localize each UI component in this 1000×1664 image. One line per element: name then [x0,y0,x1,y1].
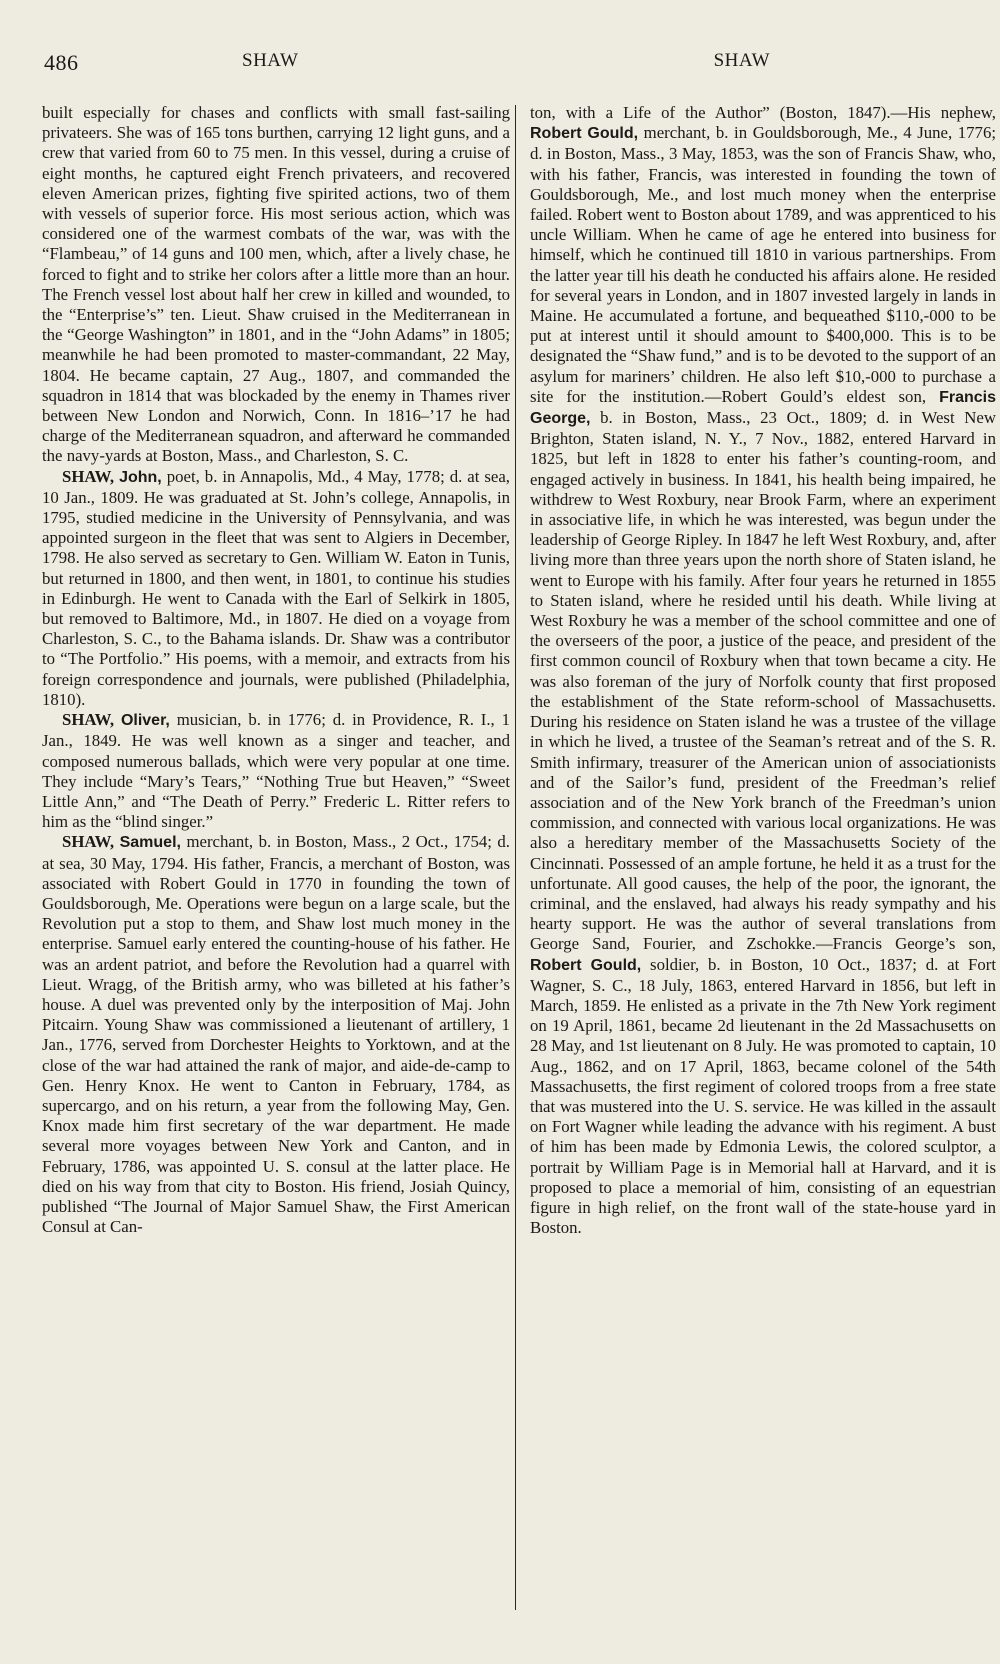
running-head-left: SHAW [242,50,299,71]
page-header [42,50,958,80]
subentry-name-robert-gould: Robert Gould, [530,125,639,143]
entry-text: merchant, b. in Gouldsborough, Me., 4 June, 1776; d. in Boston, Mass., 3 May, 1853, was the son of Francis Shaw, who, with his father, Francis, was interested in founding the town of Gouldsborough, Me., and lost much money when the enterprise failed. Robert went to Boston about 1789, and was apprenticed to his uncle William. When he came of age he entered into business for himself, which he continued till 1810 in various partnerships. From the latter year till his death he conducted his affairs alone. He resided for several years in London, and in 1807 invested largely in lands in Maine. He accumulated a fortune, and bequeathed $110,-000 to be put at interest until it should amount to $400,000. This is to be designated the “Shaw fund,” and is to be devoted to the support of an asylum for mariners’ children. He also left $10,-000 to purchase a site for the institution.—Robert Gould’s eldest son, [530,123,997,406]
column-divider [515,105,516,1610]
left-column [42,103,510,1237]
entry-samuel-shaw [42,832,510,1237]
running-head-right: SHAW [713,50,770,71]
entry-text: soldier, b. in Boston, 10 Oct., 1837; d. at Fort Wagner, S. C., 18 July, 1863, entered Harvard in 1856, but left in March, 1859. He enlisted as a private in the 7th New York regiment on 19 April, 1861, became 2d lieutenant in the 2d Massachusetts on 28 May, and 1st lieutenant on 8 July. He was promoted to captain, 10 Aug., 1862, and on 17 April, 1863, became colonel of the 54th Massachusetts, the first regiment of colored troops from a free state that was mustered into the U. S. service. He was killed in the assault on Fort Wagner while leading the advance with his regiment. A bust of him has been made by Edmonia Lewis, the colored sculptor, a portrait by William Page is in Memorial hall at Harvard, and it is proposed to place a memorial of him, consisting of an equestrian figure in high relief, on the front wall of the state-house yard in Boston. [530,954,996,1238]
entry-john-shaw [42,467,510,710]
entry-text: ton, with a Life of the Author” (Boston, 1847).—His nephew, [530,103,996,122]
entry-text: poet, b. in Annapolis, Md., 4 May, 1778; d. at sea, 10 Jan., 1809. He was graduated at St. John’s college, Annapolis, in 1795, studied medicine in the University of Pennsylvania, and was appointed surgeon in the fleet that was sent to Algiers in December, 1798. He also served as secretary to Gen. William W. Eaton in Tunis, but returned in 1800, and then went, in 1801, to continue his studies in Edinburgh. He went to Canada with the Earl of Selkirk in 1805, but removed to Baltimore, Md., in 1807. He died on a voyage from Charleston, S. C., to the Bahama islands. Dr. Shaw was a contributor to “The Portfolio.” His poems, with a memoir, and extracts from his foreign correspondence and journals, were published (Philadelphia, 1810). [42,466,510,709]
entry-text: merchant, b. in Boston, Mass., 2 Oct., 1754; d. at sea, 30 May, 1794. His father, Francis, a merchant of Boston, was associated with Robert Gould in 1770 in founding the town of Gouldsborough, Me. Operations were begun on a large scale, but the Revolution put a stop to them, and Shaw lost much money in the enterprise. Samuel early entered the counting-house of his father. He was an ardent patriot, and before the Revolution had a quarrel with Lieut. Wragg, of the British army, who was billeted at his father’s house. A duel was prevented only by the interposition of Maj. John Pitcairn. Young Shaw was commissioned a lieutenant of artillery, 1 Jan., 1776, served from Dorchester Heights to Yorktown, and at the close of the war had attained the rank of major, and aide-de-camp to Gen. Henry Knox. He went to Canton in February, 1784, as supercargo, and on his return, a year from the following May, Gen. Knox made him first secretary of the war department. He made several more voyages between New York and Canton, and in February, 1786, was appointed U. S. consul at the latter place. He died on his way from that city to Boston. His friend, Josiah Quincy, published “The Journal of Major Samuel Shaw, the First American Consul at Can- [42,832,511,1237]
entry-surname: SHAW, [62,832,115,852]
entry-text: b. in Boston, Mass., 23 Oct., 1809; d. in West New Brighton, Staten island, N. Y., 7 Nov., 1882, entered Harvard in 1825, but left in 1828 to enter his father’s counting-room, and engaged actively in business. In 1841, his health being impaired, he withdrew to West Roxbury, near Brook Farm, where an experiment in associative life, in which he was interested, was begun under the leadership of George Ripley. In 1847 he left West Roxbury, and, after living more than three years upon the north shore of Staten island, he went to Europe with his family. After four years he returned in 1855 to Staten island, where he resided until his death. While living at West Roxbury he was a member of the school committee and one of the overseers of the poor, a justice of the peace, and president of the first common council of Roxbury when that town became a city. He was also foreman of the jury of Norfolk county that first proposed the establishment of the State reform-school of Massachusetts. During his residence on Staten island he was a trustee of the village in which he lived, a trustee of the Seaman’s retreat and of the S. R. Smith infirmary, treasurer of the American union of associationists and of the Sailor’s fund, president of the Freedman’s relief association and of the New York branch of the Freedman’s union commission, and connected with various local organizations. He was also a hereditary member of the Massachusetts Society of the Cincinnati. Possessed of an ample fortune, he held it as a trust for the unfortunate. All good causes, the help of the poor, the ignorant, the criminal, and the enslaved, had always his ready sympathy and his hearty support. He was the author of several translations from George Sand, Fourier, and Zschokke.—Francis George’s son, [530,408,996,954]
entry-text: musician, b. in 1776; d. in Providence, R. I., 1 Jan., 1849. He was well known as a singer and teacher, and composed numerous ballads, which were very popular at one time. They include “Mary’s Tears,” “Nothing True but Heaven,” “Sweet Little Ann,” and “The Death of Perry.” Frederic L. Ritter refers to him as the “blind singer.” [42,710,510,832]
subentry-name-francis-george: Francis George, [530,388,996,428]
continued-paragraph: built especially for chases and conflicts with small fast-sailing privateers. She was of 165 tons burthen, carrying 12 light guns, and a crew that varied from 60 to 75 men. In this vessel, during a cruise of eight months, he captured eight French privateers, and recovered eleven American prizes, fighting five spirited actions, two of them with vessels of superior force. His most serious action, which was considered one of the warmest combats of the war, was with the “Flambeau,” of 14 guns and 100 men, which, after a lively chase, he forced to fight and to strike her colors after a little more than an hour. The French vessel lost about half her crew in killed and wounded, to the “Enterprise’s” ten. Lieut. Shaw cruised in the Mediterranean in the “George Washington” in 1801, and in the “John Adams” in 1805; meanwhile he had been promoted to master-commandant, 22 May, 1804. He became captain, 27 Aug., 1807, and commanded the squadron in 1814 that was blockaded by the enemy in Thames river between New London and Norwich, Conn. In 1816–’17 he had charge of the Mediterranean squadron, and afterward he commanded the navy-yards at Boston, Mass., and Charleston, S. C. [42,103,510,466]
entry-surname: SHAW, [62,466,115,486]
page-number: 486 [44,50,79,75]
entry-given-name: Samuel, [119,834,181,852]
entry-given-name: Oliver, [120,712,170,730]
right-column [530,103,996,1238]
continued-paragraph [530,103,996,1238]
entry-surname: SHAW, [62,710,115,730]
entry-given-name: John, [119,468,162,486]
entry-oliver-shaw [42,710,510,832]
subentry-name-robert-gould-soldier: Robert Gould, [530,956,642,974]
